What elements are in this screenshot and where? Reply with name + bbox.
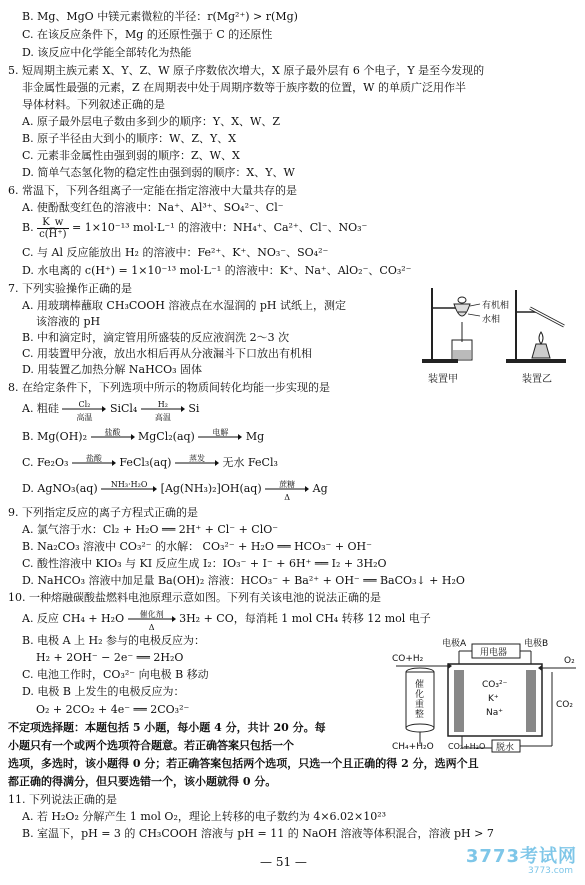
q8-b-intermediate: MgCl₂(aq): [138, 430, 195, 443]
q8-d-reactant: D. AgNO₃(aq): [22, 482, 98, 495]
q10-option-b-2: H₂ + 2OH⁻ − 2e⁻ ══ 2H₂O: [36, 651, 184, 664]
q8-a-product: Si: [188, 402, 200, 415]
q9-option-c: C. 酸性溶液中 KIO₃ 与 KI 反应生成 I₂：IO₃⁻ + I⁻ + 6H⁺ ══ I₂ + 3H₂O: [22, 557, 387, 570]
label-ion-carbonate: CO₃²⁻: [482, 680, 508, 690]
q10-option-c: C. 电池工作时，CO₃²⁻ 向电极 B 移动: [22, 668, 209, 681]
label-water-phase: 水相: [482, 315, 501, 325]
q8-c-product: 无水 FeCl₃: [222, 456, 278, 469]
q6-option-b-text: = 1×10⁻¹³ mol·L⁻¹ 的溶液中：NH₄⁺、Ca²⁺、Cl⁻、NO₃⁻: [72, 221, 368, 234]
arrow-condition-top: 电解: [212, 428, 229, 437]
arrow-condition-top: NH₃·H₂O: [110, 480, 148, 489]
q7-option-d: D. 用装置乙加热分解 NaHCO₃ 固体: [22, 363, 203, 376]
label-load: 用电器: [480, 648, 508, 658]
q6-option-b-label: B.: [22, 221, 34, 234]
q4-option-c: C. 在该反应条件下，Mg 的还原性强于 C 的还原性: [22, 28, 273, 41]
q8-option-d: [22, 480, 328, 502]
arrow-condition-top: 蔗糖: [279, 480, 296, 489]
q6-option-c: C. 与 Al 反应能放出 H₂ 的溶液中：Fe²⁺、K⁺、NO₃⁻、SO₄²⁻: [22, 246, 329, 259]
q8-option-c: [22, 456, 278, 470]
q5-stem-2: 非金属性最强的元素，Z 在周期表中处于周期序数等于族序数的位置，W 的单质广泛用作半: [22, 81, 466, 94]
arrow-condition-bottom: 高温: [154, 413, 171, 422]
q8-option-a: [22, 400, 200, 422]
q8-option-b: [22, 430, 264, 444]
label-output-co2-h2o: CO₂+H₂O: [448, 742, 486, 751]
q11-stem: 11. 下列说法正确的是: [8, 793, 117, 806]
label-o2: O₂: [564, 656, 575, 666]
q7-option-a-1: A. 用玻璃棒蘸取 CH₃COOH 溶液点在水湿润的 pH 试纸上，测定: [22, 299, 347, 312]
q10-option-d-1: D. 电极 B 上发生的电极反应为：: [22, 685, 185, 698]
q5-option-a: A. 原子最外层电子数由多到少的顺序：Y、X、W、Z: [22, 115, 280, 128]
label-input-ch4-h2o: CH₄+H₂O: [392, 742, 434, 752]
q10-option-b-1: B. 电极 A 上 H₂ 参与的电极反应为：: [22, 634, 206, 647]
q6-option-b: [22, 216, 367, 240]
q9-option-a: A. 氯气溶于水：Cl₂ + H₂O ══ 2H⁺ + Cl⁻ + ClO⁻: [22, 523, 279, 536]
q8-stem: 8. 在给定条件下，下列选项中所示的物质间转化均能一步实现的是: [8, 381, 330, 394]
q10-fuel-cell-figure: [392, 636, 580, 754]
fraction-numerator: K_w: [37, 217, 68, 229]
arrow-condition-bottom: 高温: [76, 413, 93, 422]
q5-option-b: B. 原子半径由大到小的顺序：W、Z、Y、X: [22, 132, 237, 145]
q10-a-arrow: [128, 610, 176, 632]
q10-stem: 10. 一种熔融碳酸盐燃料电池原理示意如图。下列有关该电池的说法正确的是: [8, 591, 381, 604]
q4-option-b: B. Mg、MgO 中镁元素微粒的半径：r(Mg²⁺) > r(Mg): [22, 10, 298, 23]
arrow-condition-top: H₂: [157, 400, 168, 409]
q4-option-d: D. 该反应中化学能全部转化为热能: [22, 46, 192, 59]
q8-c-reactant: C. Fe₂O₃: [22, 456, 69, 469]
q8-b-reactant: B. Mg(OH)₂: [22, 430, 87, 443]
caption-apparatus-b: 装置乙: [522, 374, 552, 385]
q8-d-arrow-2: [265, 480, 309, 502]
q8-a-intermediate: SiCl₄: [109, 402, 138, 415]
q7-option-c: C. 用装置甲分液，放出水相后再从分液漏斗下口放出有机相: [22, 347, 313, 360]
label-dewater: 脱水: [496, 743, 515, 753]
arrow-condition-top: 盐酸: [85, 454, 102, 463]
caption-apparatus-a: 装置甲: [428, 374, 458, 385]
section-instruction-2: 小题只有一个或两个选项符合题意。若正确答案只包括一个: [8, 739, 294, 752]
q10-a-reaction: A. 反应 CH₄ + H₂O: [22, 612, 125, 625]
q8-a-arrow-2: [141, 400, 185, 422]
q8-d-intermediate: [Ag(NH₃)₂]OH(aq): [160, 482, 262, 495]
q6-option-d: D. 水电离的 c(H⁺) = 1×10⁻¹³ mol·L⁻¹ 的溶液中：K⁺、Na⁺、AlO₂⁻、CO₃²⁻: [22, 264, 412, 277]
section-instruction-1: 不定项选择题：本题包括 5 小题，每小题 4 分，共计 20 分。每: [8, 721, 326, 734]
label-reformer: 催化重整: [415, 680, 425, 720]
arrow-condition-top: Cl₂: [78, 400, 91, 409]
arrow-condition-top: 催化剂: [139, 610, 164, 619]
q6-option-b-fraction: [37, 217, 68, 240]
label-organic-phase: 有机相: [482, 301, 510, 311]
q8-a-arrow-1: [62, 400, 106, 422]
arrow-condition-bottom: Δ: [284, 493, 291, 502]
q8-d-product: Ag: [312, 482, 328, 495]
q7-option-a-2: 该溶液的 pH: [36, 315, 101, 328]
q9-option-b: B. Na₂CO₃ 溶液中 CO₃²⁻ 的水解： CO₃²⁻ + H₂O ══ HCO₃⁻ + OH⁻: [22, 540, 372, 553]
label-electrode-b: 电极B: [524, 639, 549, 649]
q8-b-arrow-2: [198, 430, 242, 444]
arrow-condition-top: 蒸发: [188, 454, 205, 463]
q6-option-a: A. 使酚酞变红色的溶液中：Na⁺、Al³⁺、SO₄²⁻、Cl⁻: [22, 201, 284, 214]
section-instruction-3: 选项，多选时，该小题得 0 分；若正确答案包括两个选项，只选一个且正确的得 2 分，选两个且: [8, 757, 479, 770]
q5-option-c: C. 元素非金属性由强到弱的顺序：Z、W、X: [22, 149, 240, 162]
fraction-denominator: c(H⁺): [39, 228, 67, 240]
q7-apparatus-figure: [418, 282, 578, 385]
watermark-url: 3773.com: [528, 866, 573, 876]
q10-option-a: [22, 610, 431, 632]
q8-b-arrow-1: [91, 430, 135, 444]
q8-a-reactant: A. 粗硅: [22, 402, 59, 415]
label-electrode-a: 电极A: [442, 639, 467, 649]
q10-a-statement: 3H₂ + CO，每消耗 1 mol CH₄ 转移 12 mol 电子: [179, 612, 431, 625]
q11-option-a: A. 若 H₂O₂ 分解产生 1 mol O₂，理论上转移的电子数约为 4×6.02×10²³: [22, 810, 387, 823]
label-ion-potassium: K⁺: [488, 694, 499, 704]
q7-stem: 7. 下列实验操作正确的是: [8, 282, 132, 295]
q9-stem: 9. 下列指定反应的离子方程式正确的是: [8, 506, 198, 519]
q8-c-arrow-1: [72, 456, 116, 470]
q9-option-d: D. NaHCO₃ 溶液中加足量 Ba(OH)₂ 溶液：HCO₃⁻ + Ba²⁺ + OH⁻ ══ BaCO₃↓ + H₂O: [22, 574, 465, 587]
q8-d-arrow-1: [101, 482, 157, 496]
arrow-condition-bottom: Δ: [148, 623, 155, 632]
section-instruction-4: 都正确的得满分，但只要选错一个，该小题就得 0 分。: [8, 775, 277, 788]
q6-stem: 6. 常温下，下列各组离子一定能在指定溶液中大量共存的是: [8, 184, 297, 197]
q5-stem-1: 5. 短周期主族元素 X、Y、Z、W 原子序数依次增大，X 原子最外层有 6 个电子，Y 是至今发现的: [8, 64, 485, 77]
arrow-condition-top: 盐酸: [104, 428, 121, 437]
q8-c-intermediate: FeCl₃(aq): [119, 456, 172, 469]
page-number: — 51 —: [260, 855, 307, 869]
q5-option-d: D. 简单气态氢化物的稳定性由强到弱的顺序：X、Y、W: [22, 166, 295, 179]
q7-option-b: B. 中和滴定时，滴定管用所盛装的反应液润洗 2～3 次: [22, 331, 290, 344]
label-ion-sodium: Na⁺: [486, 708, 503, 718]
q8-b-product: Mg: [245, 430, 265, 443]
label-input-co-h2: CO+H₂: [392, 654, 424, 664]
q10-option-d-2: O₂ + 2CO₂ + 4e⁻ ══ 2CO₃²⁻: [36, 703, 190, 716]
watermark-logo: 3773考试网: [465, 846, 577, 867]
q8-c-arrow-2: [175, 456, 219, 470]
q5-stem-3: 导体材料。下列叙述正确的是: [22, 98, 165, 111]
q11-option-b: B. 室温下，pH = 3 的 CH₃COOH 溶液与 pH = 11 的 NaOH 溶液等体积混合，溶液 pH > 7: [22, 827, 494, 840]
label-co2: CO₂: [556, 700, 573, 710]
